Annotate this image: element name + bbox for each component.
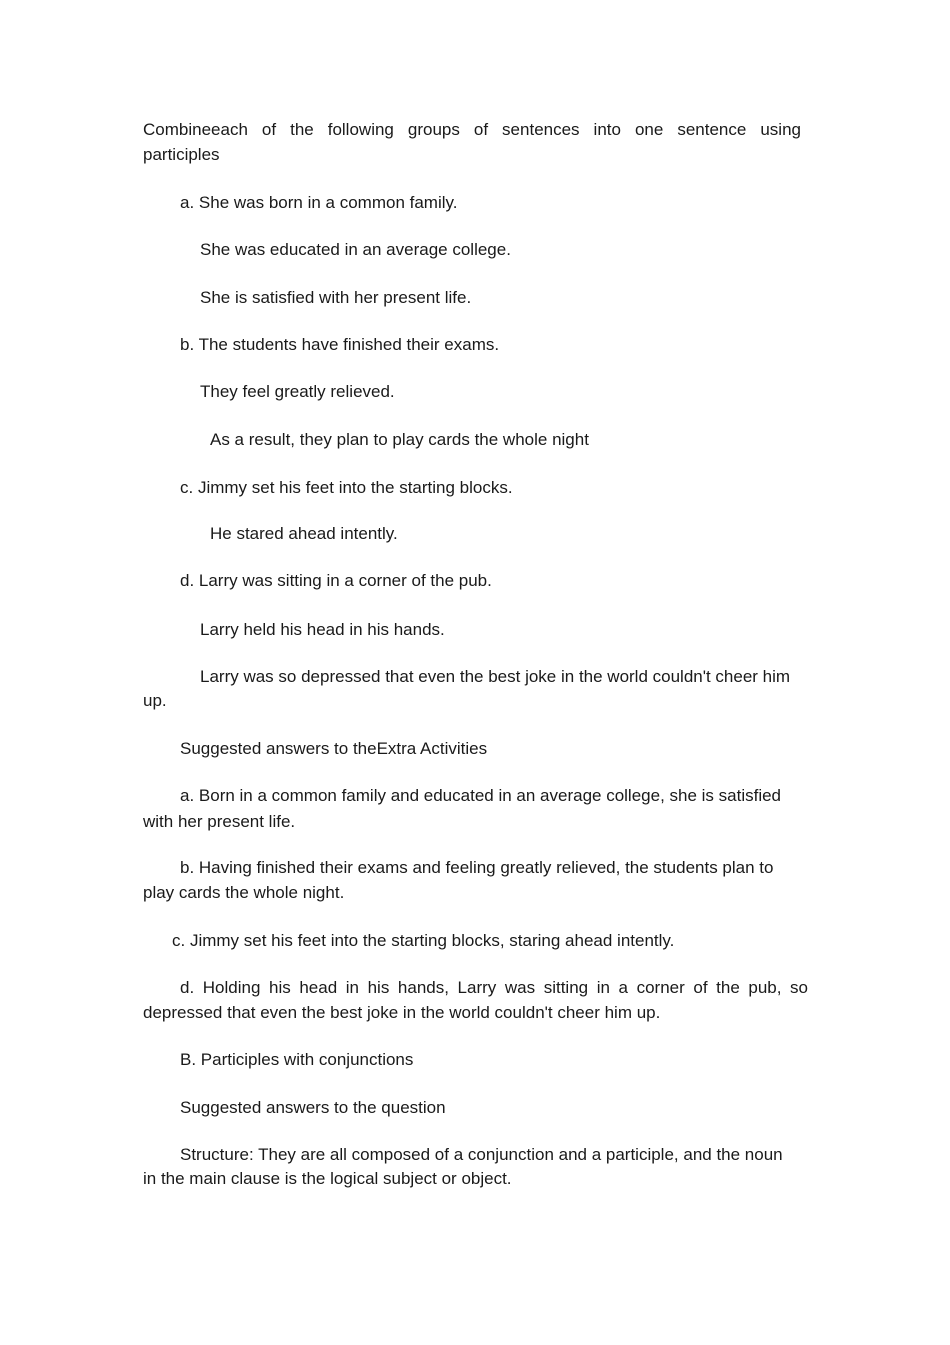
answer-a-line-1: a. Born in a common family and educated in an average college, she is satisfied [180,786,782,805]
exercise-a-sentence-2: She was educated in an average college. [200,240,511,259]
exercise-a-sentence-1: a. She was born in a common family. [180,193,458,212]
answer-a-line-2: with her present life. [143,812,296,831]
exercise-b-sentence-3: As a result, they plan to play cards the whole night [210,430,589,449]
exercise-b-sentence-2: They feel greatly relieved. [200,382,395,401]
answer-b-line-2: play cards the whole night. [143,883,345,902]
exercise-d-sentence-3-line-1: Larry was so depressed that even the best joke in the world couldn't cheer him [200,667,791,686]
answer-b-line-1: b. Having finished their exams and feeling greatly relieved, the students plan to [180,858,774,877]
exercise-a-sentence-3: She is satisfied with her present life. [200,288,472,307]
exercise-d-sentence-1: d. Larry was sitting in a corner of the pub. [180,571,492,590]
instruction-line-1: Combineeach of the following groups of sentences into one sentence using [143,120,801,139]
instruction-line-2: participles [143,145,220,164]
answer-d-line-1: d. Holding his head in his hands, Larry was sitting in a corner of the pub, so [180,978,808,997]
answers-heading: Suggested answers to theExtra Activities [180,739,488,758]
answer-d-line-2: depressed that even the best joke in the world couldn't cheer him up. [143,1003,661,1022]
answer-c-line-1: c. Jimmy set his feet into the starting blocks, staring ahead intently. [172,931,675,950]
exercise-d-sentence-3-line-2: up. [143,691,167,710]
section-b-heading: B. Participles with conjunctions [180,1050,414,1069]
structure-line-1: Structure: They are all composed of a conjunction and a participle, and the noun [180,1145,783,1164]
exercise-c-sentence-1: c. Jimmy set his feet into the starting blocks. [180,478,513,497]
exercise-b-sentence-1: b. The students have finished their exams. [180,335,500,354]
exercise-c-sentence-2: He stared ahead intently. [210,524,398,543]
exercise-d-sentence-2: Larry held his head in his hands. [200,620,445,639]
question-heading: Suggested answers to the question [180,1098,446,1117]
structure-line-2: in the main clause is the logical subject or object. [143,1169,512,1188]
